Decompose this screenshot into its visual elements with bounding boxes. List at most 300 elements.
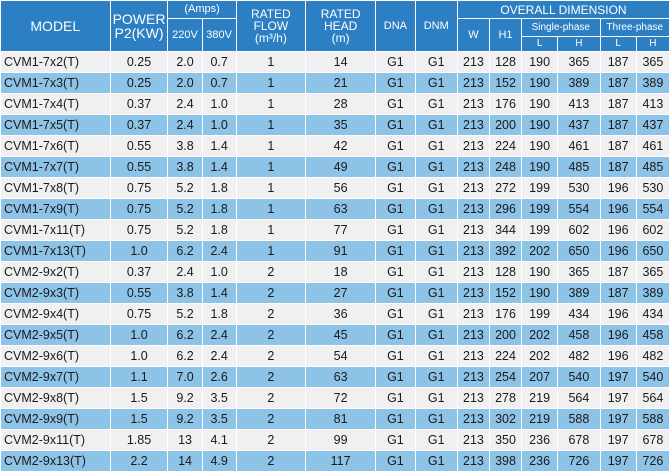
cell-rated-head: 117 bbox=[305, 451, 375, 472]
cell-dim-w: 213 bbox=[457, 220, 489, 241]
cell-rated-head: 35 bbox=[305, 115, 375, 136]
cell-amps-380v: 1.8 bbox=[202, 304, 236, 325]
cell-amps-380v: 2.4 bbox=[202, 346, 236, 367]
cell-three-phase-h: 564 bbox=[636, 388, 669, 409]
cell-dna: G1 bbox=[376, 283, 415, 304]
cell-amps-220v: 5.2 bbox=[168, 199, 202, 220]
cell-single-phase-h: 485 bbox=[558, 157, 600, 178]
cell-three-phase-l: 196 bbox=[600, 241, 636, 262]
cell-single-phase-h: 365 bbox=[558, 262, 600, 283]
cell-three-phase-h: 485 bbox=[636, 157, 669, 178]
cell-single-phase-l: 190 bbox=[522, 283, 558, 304]
cell-three-phase-l: 196 bbox=[600, 346, 636, 367]
cell-single-phase-l: 202 bbox=[522, 241, 558, 262]
cell-power: 1.5 bbox=[110, 388, 168, 409]
cell-single-phase-l: 199 bbox=[522, 199, 558, 220]
cell-amps-220v: 2.4 bbox=[168, 115, 202, 136]
cell-three-phase-h: 530 bbox=[636, 178, 669, 199]
spec-table-body bbox=[1, 52, 670, 472]
table-row bbox=[1, 388, 670, 409]
cell-dnm: G1 bbox=[415, 388, 457, 409]
header-overall-dimension: OVERALL DIMENSION bbox=[457, 1, 669, 19]
header-three-phase: Three-phase bbox=[600, 19, 669, 37]
cell-single-phase-h: 678 bbox=[558, 430, 600, 451]
cell-rated-head: 81 bbox=[305, 409, 375, 430]
cell-model: CVM1-7x9(T) bbox=[1, 199, 111, 220]
cell-single-phase-l: 199 bbox=[522, 178, 558, 199]
cell-dna: G1 bbox=[376, 367, 415, 388]
cell-amps-380v: 1.8 bbox=[202, 199, 236, 220]
cell-single-phase-l: 207 bbox=[522, 367, 558, 388]
cell-single-phase-l: 190 bbox=[522, 94, 558, 115]
header-rated-head bbox=[305, 1, 375, 52]
cell-model: CVM2-9x2(T) bbox=[1, 262, 111, 283]
cell-dim-h1: 248 bbox=[489, 157, 521, 178]
cell-rated-flow: 1 bbox=[236, 94, 305, 115]
cell-power: 0.37 bbox=[110, 115, 168, 136]
cell-power: 1.0 bbox=[110, 241, 168, 262]
cell-rated-head: 91 bbox=[305, 241, 375, 262]
cell-dna: G1 bbox=[376, 451, 415, 472]
cell-rated-flow: 2 bbox=[236, 304, 305, 325]
table-row bbox=[1, 451, 670, 472]
cell-power: 0.55 bbox=[110, 136, 168, 157]
cell-rated-head: 14 bbox=[305, 52, 375, 73]
cell-single-phase-h: 482 bbox=[558, 346, 600, 367]
cell-dnm: G1 bbox=[415, 325, 457, 346]
cell-single-phase-l: 190 bbox=[522, 115, 558, 136]
cell-dna: G1 bbox=[376, 430, 415, 451]
cell-dna: G1 bbox=[376, 304, 415, 325]
cell-rated-flow: 1 bbox=[236, 178, 305, 199]
cell-single-phase-l: 202 bbox=[522, 346, 558, 367]
header-single-h: H bbox=[558, 37, 600, 52]
table-row bbox=[1, 430, 670, 451]
cell-three-phase-l: 187 bbox=[600, 262, 636, 283]
cell-amps-220v: 3.8 bbox=[168, 136, 202, 157]
cell-dnm: G1 bbox=[415, 430, 457, 451]
cell-single-phase-l: 190 bbox=[522, 136, 558, 157]
header-single-phase: Single-phase bbox=[522, 19, 601, 37]
cell-amps-380v: 2.4 bbox=[202, 241, 236, 262]
cell-amps-380v: 1.4 bbox=[202, 157, 236, 178]
cell-dim-h1: 302 bbox=[489, 409, 521, 430]
cell-three-phase-l: 187 bbox=[600, 94, 636, 115]
cell-rated-head: 63 bbox=[305, 199, 375, 220]
cell-dim-h1: 176 bbox=[489, 304, 521, 325]
table-row bbox=[1, 220, 670, 241]
cell-dim-w: 213 bbox=[457, 409, 489, 430]
cell-power: 0.75 bbox=[110, 178, 168, 199]
cell-power: 0.25 bbox=[110, 73, 168, 94]
cell-three-phase-h: 434 bbox=[636, 304, 669, 325]
cell-three-phase-l: 197 bbox=[600, 451, 636, 472]
cell-power: 0.37 bbox=[110, 262, 168, 283]
header-single-l: L bbox=[522, 37, 558, 52]
cell-single-phase-l: 190 bbox=[522, 73, 558, 94]
cell-power: 0.75 bbox=[110, 220, 168, 241]
header-power-line1: POWER bbox=[112, 11, 166, 27]
header-flow-line2: FLOW bbox=[253, 19, 289, 33]
cell-three-phase-h: 554 bbox=[636, 199, 669, 220]
cell-single-phase-l: 199 bbox=[522, 304, 558, 325]
table-row bbox=[1, 136, 670, 157]
cell-rated-flow: 1 bbox=[236, 115, 305, 136]
cell-dna: G1 bbox=[376, 262, 415, 283]
cell-three-phase-l: 197 bbox=[600, 367, 636, 388]
cell-dnm: G1 bbox=[415, 52, 457, 73]
cell-rated-flow: 2 bbox=[236, 388, 305, 409]
cell-single-phase-h: 588 bbox=[558, 409, 600, 430]
cell-rated-head: 54 bbox=[305, 346, 375, 367]
cell-amps-220v: 5.2 bbox=[168, 220, 202, 241]
cell-rated-head: 99 bbox=[305, 430, 375, 451]
cell-three-phase-l: 196 bbox=[600, 304, 636, 325]
cell-amps-380v: 2.6 bbox=[202, 367, 236, 388]
cell-power: 0.55 bbox=[110, 157, 168, 178]
cell-three-phase-h: 726 bbox=[636, 451, 669, 472]
table-row bbox=[1, 178, 670, 199]
cell-single-phase-h: 554 bbox=[558, 199, 600, 220]
cell-dim-h1: 200 bbox=[489, 115, 521, 136]
cell-dim-w: 213 bbox=[457, 388, 489, 409]
cell-dna: G1 bbox=[376, 73, 415, 94]
cell-rated-flow: 1 bbox=[236, 157, 305, 178]
cell-rated-flow: 2 bbox=[236, 325, 305, 346]
cell-rated-flow: 2 bbox=[236, 346, 305, 367]
cell-model: CVM2-9x4(T) bbox=[1, 304, 111, 325]
cell-single-phase-h: 602 bbox=[558, 220, 600, 241]
cell-dna: G1 bbox=[376, 115, 415, 136]
header-power bbox=[110, 1, 168, 52]
cell-dnm: G1 bbox=[415, 409, 457, 430]
header-head-line3: (m) bbox=[331, 31, 350, 45]
cell-amps-380v: 0.7 bbox=[202, 73, 236, 94]
table-row bbox=[1, 115, 670, 136]
cell-three-phase-h: 461 bbox=[636, 136, 669, 157]
cell-dna: G1 bbox=[376, 388, 415, 409]
header-dna: DNA bbox=[376, 1, 415, 52]
cell-single-phase-h: 389 bbox=[558, 283, 600, 304]
cell-rated-flow: 2 bbox=[236, 451, 305, 472]
cell-rated-head: 63 bbox=[305, 367, 375, 388]
cell-rated-flow: 1 bbox=[236, 52, 305, 73]
cell-dim-w: 213 bbox=[457, 283, 489, 304]
cell-dim-h1: 128 bbox=[489, 52, 521, 73]
cell-dim-h1: 128 bbox=[489, 262, 521, 283]
cell-single-phase-h: 434 bbox=[558, 304, 600, 325]
cell-amps-380v: 2.4 bbox=[202, 325, 236, 346]
cell-dim-w: 213 bbox=[457, 178, 489, 199]
cell-three-phase-h: 482 bbox=[636, 346, 669, 367]
cell-model: CVM1-7x13(T) bbox=[1, 241, 111, 262]
cell-dim-w: 213 bbox=[457, 73, 489, 94]
cell-power: 1.0 bbox=[110, 346, 168, 367]
cell-three-phase-l: 187 bbox=[600, 73, 636, 94]
cell-amps-220v: 7.0 bbox=[168, 367, 202, 388]
header-three-l: L bbox=[600, 37, 636, 52]
cell-dna: G1 bbox=[376, 220, 415, 241]
cell-three-phase-l: 197 bbox=[600, 430, 636, 451]
header-rated-flow bbox=[236, 1, 305, 52]
cell-model: CVM1-7x6(T) bbox=[1, 136, 111, 157]
cell-dim-h1: 254 bbox=[489, 367, 521, 388]
cell-rated-flow: 1 bbox=[236, 136, 305, 157]
cell-three-phase-h: 650 bbox=[636, 241, 669, 262]
table-row bbox=[1, 346, 670, 367]
cell-single-phase-h: 461 bbox=[558, 136, 600, 157]
cell-dim-w: 213 bbox=[457, 136, 489, 157]
cell-rated-flow: 1 bbox=[236, 199, 305, 220]
cell-dnm: G1 bbox=[415, 199, 457, 220]
cell-single-phase-l: 219 bbox=[522, 409, 558, 430]
cell-amps-220v: 2.4 bbox=[168, 94, 202, 115]
cell-model: CVM2-9x9(T) bbox=[1, 409, 111, 430]
table-row bbox=[1, 304, 670, 325]
header-amps: (Amps) bbox=[168, 1, 236, 19]
cell-dnm: G1 bbox=[415, 157, 457, 178]
cell-dim-h1: 350 bbox=[489, 430, 521, 451]
cell-amps-220v: 6.2 bbox=[168, 325, 202, 346]
table-row bbox=[1, 52, 670, 73]
table-row bbox=[1, 199, 670, 220]
cell-model: CVM2-9x7(T) bbox=[1, 367, 111, 388]
cell-dna: G1 bbox=[376, 325, 415, 346]
cell-amps-380v: 3.5 bbox=[202, 409, 236, 430]
cell-amps-220v: 6.2 bbox=[168, 241, 202, 262]
cell-three-phase-l: 187 bbox=[600, 157, 636, 178]
table-row bbox=[1, 409, 670, 430]
cell-dim-h1: 272 bbox=[489, 178, 521, 199]
table-row bbox=[1, 262, 670, 283]
cell-amps-220v: 6.2 bbox=[168, 346, 202, 367]
cell-model: CVM2-9x11(T) bbox=[1, 430, 111, 451]
cell-single-phase-l: 190 bbox=[522, 157, 558, 178]
cell-three-phase-h: 365 bbox=[636, 262, 669, 283]
cell-amps-380v: 1.0 bbox=[202, 115, 236, 136]
cell-amps-220v: 13 bbox=[168, 430, 202, 451]
cell-rated-head: 21 bbox=[305, 73, 375, 94]
table-row bbox=[1, 325, 670, 346]
table-row bbox=[1, 241, 670, 262]
cell-dna: G1 bbox=[376, 157, 415, 178]
cell-single-phase-h: 726 bbox=[558, 451, 600, 472]
cell-power: 1.5 bbox=[110, 409, 168, 430]
cell-dim-w: 213 bbox=[457, 325, 489, 346]
cell-single-phase-l: 190 bbox=[522, 52, 558, 73]
cell-rated-head: 18 bbox=[305, 262, 375, 283]
cell-three-phase-l: 196 bbox=[600, 220, 636, 241]
cell-amps-380v: 1.4 bbox=[202, 136, 236, 157]
cell-single-phase-h: 650 bbox=[558, 241, 600, 262]
cell-dim-h1: 278 bbox=[489, 388, 521, 409]
cell-rated-flow: 2 bbox=[236, 283, 305, 304]
cell-model: CVM1-7x2(T) bbox=[1, 52, 111, 73]
cell-model: CVM2-9x13(T) bbox=[1, 451, 111, 472]
cell-power: 0.55 bbox=[110, 283, 168, 304]
cell-rated-flow: 2 bbox=[236, 367, 305, 388]
table-row bbox=[1, 73, 670, 94]
header-w: W bbox=[457, 19, 489, 52]
cell-three-phase-l: 197 bbox=[600, 388, 636, 409]
cell-rated-flow: 1 bbox=[236, 220, 305, 241]
cell-rated-head: 42 bbox=[305, 136, 375, 157]
cell-three-phase-h: 389 bbox=[636, 283, 669, 304]
cell-power: 1.85 bbox=[110, 430, 168, 451]
cell-single-phase-h: 530 bbox=[558, 178, 600, 199]
cell-dim-h1: 176 bbox=[489, 94, 521, 115]
cell-model: CVM1-7x3(T) bbox=[1, 73, 111, 94]
cell-amps-220v: 2.0 bbox=[168, 73, 202, 94]
cell-dim-h1: 398 bbox=[489, 451, 521, 472]
cell-model: CVM2-9x3(T) bbox=[1, 283, 111, 304]
cell-three-phase-l: 187 bbox=[600, 115, 636, 136]
cell-rated-flow: 2 bbox=[236, 430, 305, 451]
cell-dim-h1: 152 bbox=[489, 73, 521, 94]
cell-rated-head: 72 bbox=[305, 388, 375, 409]
cell-dim-w: 213 bbox=[457, 94, 489, 115]
cell-dim-h1: 224 bbox=[489, 346, 521, 367]
cell-rated-head: 49 bbox=[305, 157, 375, 178]
header-220v: 220V bbox=[168, 19, 202, 52]
cell-dnm: G1 bbox=[415, 451, 457, 472]
cell-model: CVM2-9x5(T) bbox=[1, 325, 111, 346]
header-head-line2: HEAD bbox=[323, 19, 358, 33]
header-380v: 380V bbox=[202, 19, 236, 52]
cell-dnm: G1 bbox=[415, 283, 457, 304]
cell-three-phase-h: 540 bbox=[636, 367, 669, 388]
header-model: MODEL bbox=[1, 1, 111, 52]
table-row bbox=[1, 367, 670, 388]
cell-three-phase-l: 187 bbox=[600, 136, 636, 157]
cell-dna: G1 bbox=[376, 94, 415, 115]
cell-three-phase-h: 458 bbox=[636, 325, 669, 346]
cell-rated-head: 56 bbox=[305, 178, 375, 199]
cell-single-phase-l: 190 bbox=[522, 262, 558, 283]
cell-dnm: G1 bbox=[415, 94, 457, 115]
cell-single-phase-h: 564 bbox=[558, 388, 600, 409]
cell-dna: G1 bbox=[376, 52, 415, 73]
cell-dim-w: 213 bbox=[457, 367, 489, 388]
cell-dna: G1 bbox=[376, 346, 415, 367]
cell-single-phase-l: 236 bbox=[522, 430, 558, 451]
cell-dim-w: 213 bbox=[457, 115, 489, 136]
cell-model: CVM1-7x4(T) bbox=[1, 94, 111, 115]
cell-three-phase-h: 602 bbox=[636, 220, 669, 241]
cell-power: 1.0 bbox=[110, 325, 168, 346]
cell-amps-220v: 2.4 bbox=[168, 262, 202, 283]
cell-dnm: G1 bbox=[415, 367, 457, 388]
cell-dim-h1: 224 bbox=[489, 136, 521, 157]
cell-rated-head: 28 bbox=[305, 94, 375, 115]
cell-dna: G1 bbox=[376, 241, 415, 262]
header-three-h: H bbox=[636, 37, 669, 52]
cell-dnm: G1 bbox=[415, 115, 457, 136]
cell-rated-flow: 1 bbox=[236, 73, 305, 94]
cell-dna: G1 bbox=[376, 409, 415, 430]
cell-dna: G1 bbox=[376, 199, 415, 220]
cell-three-phase-l: 196 bbox=[600, 178, 636, 199]
cell-dim-w: 213 bbox=[457, 451, 489, 472]
cell-dim-h1: 344 bbox=[489, 220, 521, 241]
cell-amps-380v: 1.0 bbox=[202, 94, 236, 115]
table-row bbox=[1, 283, 670, 304]
cell-dnm: G1 bbox=[415, 262, 457, 283]
cell-amps-220v: 9.2 bbox=[168, 388, 202, 409]
cell-three-phase-h: 588 bbox=[636, 409, 669, 430]
cell-single-phase-l: 202 bbox=[522, 325, 558, 346]
cell-amps-220v: 14 bbox=[168, 451, 202, 472]
cell-model: CVM1-7x7(T) bbox=[1, 157, 111, 178]
cell-dnm: G1 bbox=[415, 73, 457, 94]
cell-dnm: G1 bbox=[415, 304, 457, 325]
cell-single-phase-h: 413 bbox=[558, 94, 600, 115]
cell-single-phase-h: 365 bbox=[558, 52, 600, 73]
cell-power: 1.1 bbox=[110, 367, 168, 388]
header-dnm: DNM bbox=[415, 1, 457, 52]
cell-dna: G1 bbox=[376, 136, 415, 157]
table-row bbox=[1, 94, 670, 115]
cell-dim-w: 213 bbox=[457, 52, 489, 73]
cell-amps-220v: 2.0 bbox=[168, 52, 202, 73]
cell-power: 2.2 bbox=[110, 451, 168, 472]
cell-rated-flow: 2 bbox=[236, 262, 305, 283]
cell-amps-220v: 3.8 bbox=[168, 283, 202, 304]
cell-rated-head: 45 bbox=[305, 325, 375, 346]
cell-three-phase-h: 365 bbox=[636, 52, 669, 73]
cell-amps-380v: 1.8 bbox=[202, 220, 236, 241]
cell-amps-220v: 5.2 bbox=[168, 178, 202, 199]
cell-dim-w: 213 bbox=[457, 157, 489, 178]
cell-three-phase-l: 196 bbox=[600, 199, 636, 220]
cell-rated-head: 27 bbox=[305, 283, 375, 304]
cell-dim-w: 213 bbox=[457, 199, 489, 220]
cell-three-phase-h: 389 bbox=[636, 73, 669, 94]
cell-dnm: G1 bbox=[415, 346, 457, 367]
header-power-line2: P2(KW) bbox=[114, 25, 164, 41]
cell-rated-flow: 2 bbox=[236, 409, 305, 430]
cell-amps-220v: 9.2 bbox=[168, 409, 202, 430]
cell-power: 0.75 bbox=[110, 304, 168, 325]
cell-model: CVM1-7x5(T) bbox=[1, 115, 111, 136]
cell-three-phase-l: 197 bbox=[600, 409, 636, 430]
cell-single-phase-h: 437 bbox=[558, 115, 600, 136]
cell-three-phase-h: 437 bbox=[636, 115, 669, 136]
cell-dim-h1: 152 bbox=[489, 283, 521, 304]
cell-single-phase-l: 236 bbox=[522, 451, 558, 472]
cell-rated-head: 77 bbox=[305, 220, 375, 241]
cell-single-phase-l: 199 bbox=[522, 220, 558, 241]
cell-rated-head: 36 bbox=[305, 304, 375, 325]
cell-dim-w: 213 bbox=[457, 304, 489, 325]
cell-dna: G1 bbox=[376, 178, 415, 199]
cell-three-phase-h: 413 bbox=[636, 94, 669, 115]
cell-dnm: G1 bbox=[415, 220, 457, 241]
cell-dim-h1: 200 bbox=[489, 325, 521, 346]
cell-amps-380v: 4.9 bbox=[202, 451, 236, 472]
cell-dim-w: 213 bbox=[457, 241, 489, 262]
cell-dim-h1: 296 bbox=[489, 199, 521, 220]
header-h1: H1 bbox=[489, 19, 521, 52]
cell-power: 0.25 bbox=[110, 52, 168, 73]
cell-three-phase-l: 196 bbox=[600, 325, 636, 346]
cell-dnm: G1 bbox=[415, 178, 457, 199]
cell-dim-h1: 392 bbox=[489, 241, 521, 262]
header-flow-line1: RATED bbox=[250, 7, 291, 21]
cell-amps-380v: 1.0 bbox=[202, 262, 236, 283]
cell-amps-220v: 5.2 bbox=[168, 304, 202, 325]
cell-amps-380v: 1.4 bbox=[202, 283, 236, 304]
